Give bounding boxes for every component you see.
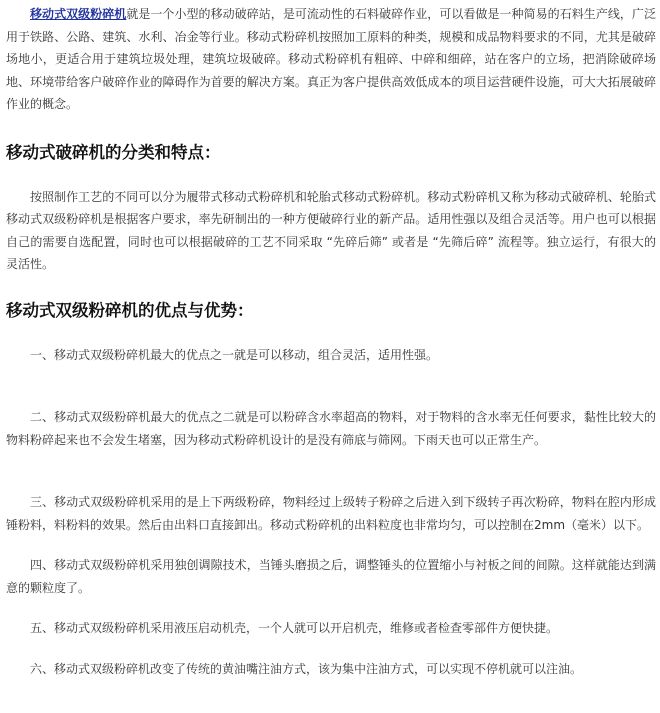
advantage-item-2: 二、移动式双级粉碎机最大的优点之二就是可以粉碎含水率超高的物料，对于物料的含水率无任何要求，黏性比较大的物料粉碎起来也不会发生堵塞，因为移动式粉碎机设计的是没有筛底与筛网。下雨天也可以正常生产。 [6, 410, 656, 447]
advantage-item-6: 六、移动式双级粉碎机改变了传统的黄油嘴注油方式，该为集中注油方式，可以实现不停机就可以注油。 [30, 661, 583, 676]
section-heading-classification: 移动式破碎机的分类和特点： [6, 142, 221, 162]
intro-text: 就是一个小型的移动破碎站，是可流动性的石料破碎作业，可以看做是一种简易的石料生产线，广泛用于铁路、公路、建筑、水利、冶金等行业。移动式粉碎机按照加工原料的种类，规模和成品物料要求的不同，尤其是破碎场地小，更适合用于建筑垃圾处理，建筑垃圾破碎。移动式粉碎机有粗碎、中碎和细碎，站在客户的立场，把消除破碎场地、环境带给客户破碎作业的障碍作为首要的解决方案。真正为客户提供高效低成本的项目运营硬件设施，可大大拓展破碎作业的概念。 [6, 7, 656, 111]
advantage-item-1: 一、移动式双级粉碎机最大的优点之一就是可以移动，组合灵活，适用性强。 [30, 347, 439, 362]
intro-paragraph [6, 0, 656, 116]
advantage-item-3: 三、移动式双级粉碎机采用的是上下两级粉碎，物料经过上级转子粉碎之后进入到下级转子再次粉碎，物料在腔内形成锤粉料，料粉料的效果。然后由出料口直接卸出。移动式粉碎机的出料粒度也非常均匀，可以控制在2mm（毫米）以下。 [6, 495, 656, 532]
advantage-item-5: 五、移动式双级粉碎机采用液压启动机壳，一个人就可以开启机壳，维修或者检查零部件方便快捷。 [30, 621, 559, 635]
product-keyword-link[interactable]: 移动式双级粉碎机 [30, 7, 127, 21]
section-heading-advantages: 移动式双级粉碎机的优点与优势： [6, 300, 254, 320]
classification-paragraph: 按照制作工艺的不同可以分为履带式移动式粉碎机和轮胎式移动式粉碎机。移动式粉碎机又称为移动式破碎机、轮胎式移动式双级粉碎机是根据客户要求，率先研制出的一种方便破碎行业的新产品。适用性强以及组合灵活等。用户也可以根据自己的需要自选配置，同时也可以根据破碎的工艺不同采取 “先碎后筛” 或者是 “先筛后碎” 流程等。独立运行，有很大的灵活性。 [6, 189, 656, 271]
advantage-item-4: 四、移动式双级粉碎机采用独创调隙技术，当锤头磨损之后，调整锤头的位置缩小与衬板之间的间隙。这样就能达到满意的颗粒度了。 [6, 558, 656, 595]
